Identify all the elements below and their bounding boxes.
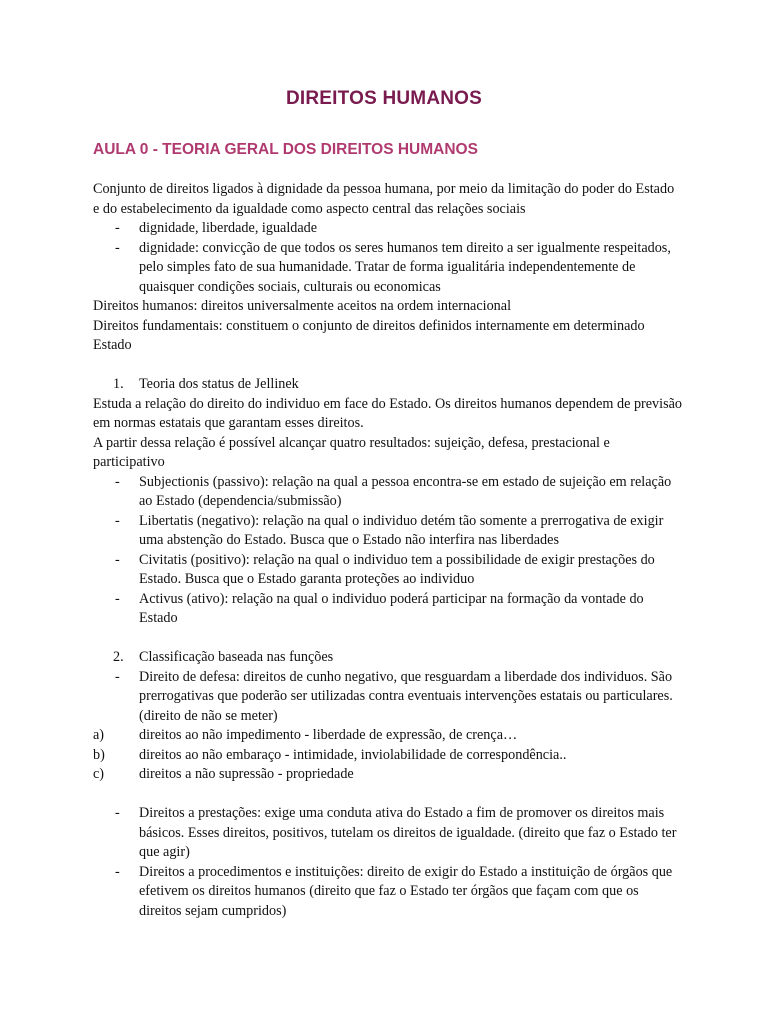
list-item	[93, 219, 683, 239]
page-title: DIREITOS HUMANOS	[285, 88, 483, 109]
list-item-text: Direito de defesa: direitos de cunho negativo, que resguardam a liberdade dos individuos. São prerrogativas que poderão ser utilizadas contra eventuais intervenções estatais ou particulares. (direito de não se meter)	[139, 668, 673, 724]
list-item	[93, 590, 683, 629]
section-heading	[93, 375, 683, 395]
section-heading	[93, 648, 683, 668]
document-body	[93, 180, 683, 921]
list-item	[93, 473, 683, 512]
dash-marker: -	[115, 239, 120, 256]
lettered-item-text: direitos ao não embaraço - intimidade, inviolabilidade de correspondência..	[139, 746, 567, 763]
lettered-item-text: direitos a não supressão - propriedade	[139, 766, 354, 782]
section-number: 2.	[113, 649, 124, 665]
list-item	[93, 668, 683, 727]
section-heading-text: Teoria dos status de Jellinek	[139, 376, 299, 392]
list-item	[93, 804, 683, 863]
list-item	[93, 551, 683, 590]
list-item-text: Direitos a prestações: exige uma conduta ativa do Estado a fim de promover os direitos mais básicos. Esses direitos, positivos, tutelam os direitos de igualdade. (direito que faz o Estado ter que agir)	[139, 805, 677, 860]
section-paragraph: A partir dessa relação é possível alcançar quatro resultados: sujeição, defesa, prestacional e participativo	[93, 434, 610, 470]
dash-marker: -	[115, 512, 120, 529]
dash-marker: -	[115, 668, 120, 685]
list-item-text: Civitatis (positivo): relação na qual o individuo tem a possibilidade de exigir prestações do Estado. Busca que o Estado garanta proteções ao individuo	[139, 551, 655, 587]
letter-marker: c)	[93, 766, 105, 782]
lettered-item-text: direitos ao não impedimento - liberdade de expressão, de crença…	[139, 727, 518, 743]
section-number: 1.	[113, 376, 124, 392]
lesson-heading: AULA 0 - TEORIA GERAL DOS DIREITOS HUMANOS	[93, 141, 478, 158]
letter-marker: b)	[93, 746, 105, 763]
lettered-item	[93, 765, 683, 785]
definition-human-rights: Direitos humanos: direitos universalmente aceitos na ordem internacional	[93, 298, 512, 314]
dash-marker: -	[115, 473, 120, 490]
dash-marker: -	[115, 805, 120, 821]
list-item-text: dignidade, liberdade, igualdade	[139, 220, 318, 236]
list-item	[93, 512, 683, 551]
lettered-item	[93, 726, 683, 746]
dash-marker: -	[115, 220, 120, 236]
list-item-text: Subjectionis (passivo): relação na qual a pessoa encontra-se em estado de sujeição em relação ao Estado (dependencia/submissão)	[139, 473, 672, 509]
list-item	[93, 863, 683, 922]
dash-marker: -	[115, 551, 120, 568]
dash-marker: -	[115, 863, 120, 880]
dash-marker: -	[115, 590, 120, 607]
list-item-text: Libertatis (negativo): relação na qual o individuo detém tão somente a prerrogativa de exigir uma abstenção do Estado. Busca que o Estado não interfira nas liberdades	[139, 512, 664, 548]
definition-fundamental-rights: Direitos fundamentais: constituem o conjunto de direitos definidos internamente em determinado Estado	[93, 317, 645, 353]
list-item-text: Direitos a procedimentos e instituições: direito de exigir do Estado a instituição de órgãos que efetivem os direitos humanos (direito que faz o Estado ter órgãos que façam com que os direitos sejam cumpridos)	[139, 863, 673, 919]
section-heading-text: Classificação baseada nas funções	[139, 649, 334, 665]
list-item	[93, 239, 683, 298]
intro-paragraph: Conjunto de direitos ligados à dignidade da pessoa humana, por meio da limitação do poder do Estado e do estabelecimento da igualdade como aspecto central das relações sociais	[93, 181, 675, 217]
list-item-text: Activus (ativo): relação na qual o individuo poderá participar na formação da vontade do Estado	[139, 590, 644, 626]
list-item-text: dignidade: convicção de que todos os seres humanos tem direito a ser igualmente respeitados, pelo simples fato de sua humanidade. Tratar de forma igualitária independentemente de quaisquer condições sociais, culturais ou economicas	[139, 239, 671, 295]
section-paragraph: Estuda a relação do direito do individuo em face do Estado. Os direitos humanos dependem de previsão em normas estatais que garantam esses direitos.	[93, 395, 683, 431]
letter-marker: a)	[93, 727, 105, 743]
lettered-item	[93, 746, 683, 766]
